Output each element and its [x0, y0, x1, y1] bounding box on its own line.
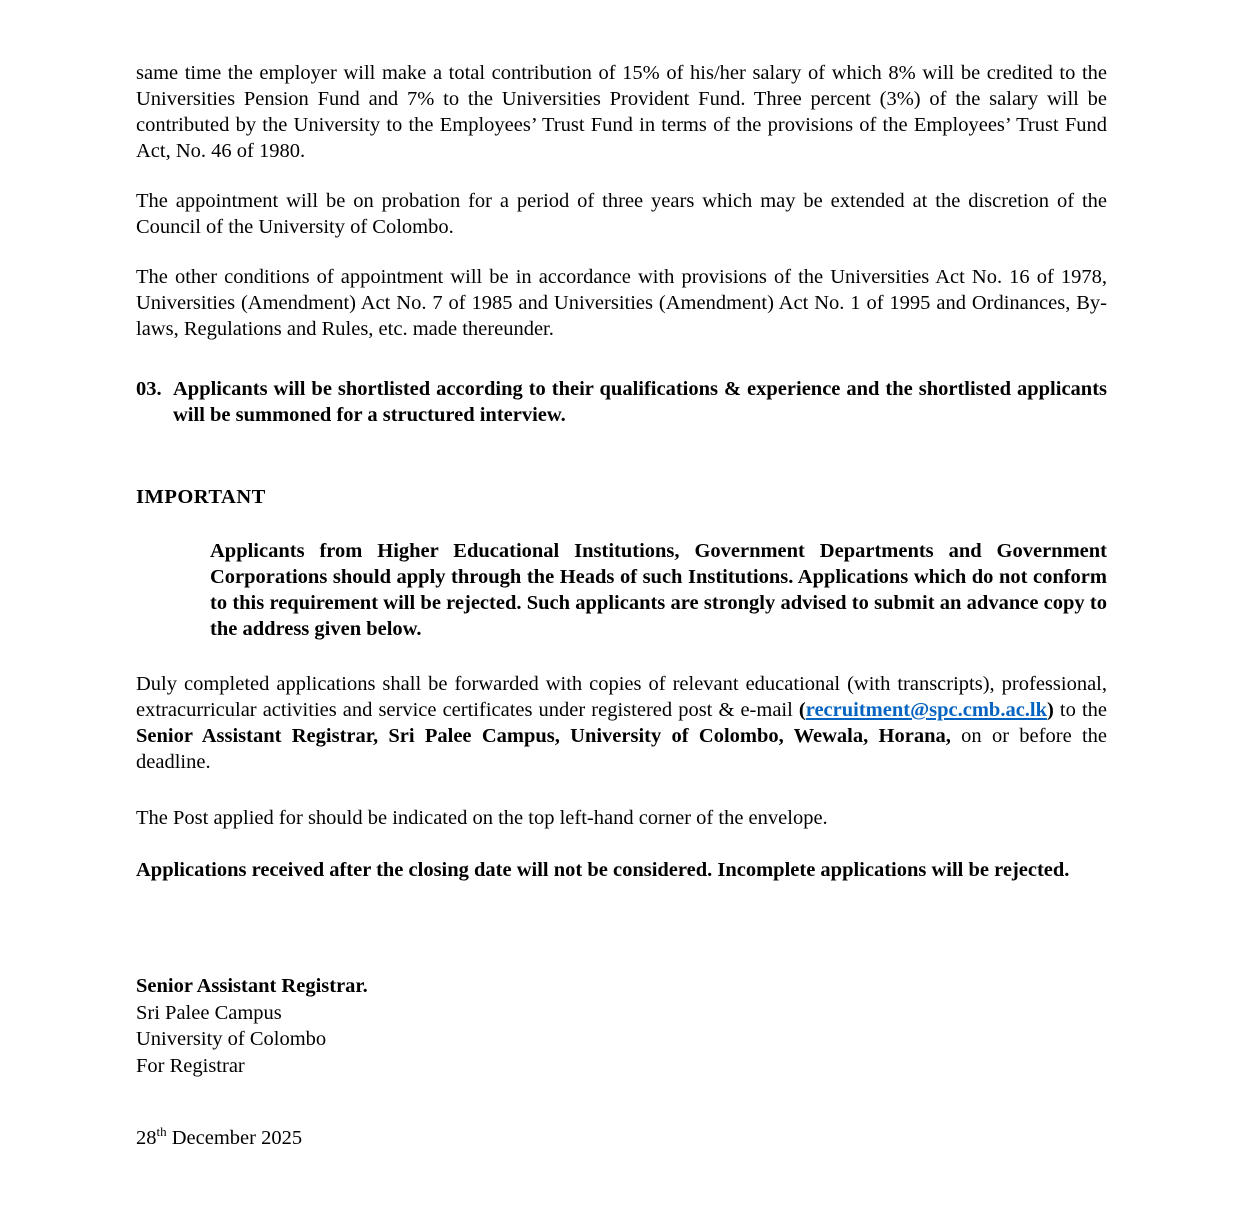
paragraph-submission: Duly completed applications shall be forwarded with copies of relevant educational (with transcripts), professional, extracurricular activities and service certificates under registered post & e-mail (recruitment@spc.cmb.ac.lk) to the Senior Assistant Registrar, Sri Palee Campus, University of Colombo, Wewala, Horana, on or before the deadline. [136, 673, 1107, 773]
important-notice: Applicants from Higher Educational Institutions, Government Departments and Government Corporations should apply through the Heads of such Institutions. Applications which do not conform to this requirement will be rejected. Such applicants are strongly advised to submit an advance copy to the address given below. [210, 540, 1107, 640]
list-item-number: 03. [136, 378, 162, 400]
paragraph-closing-notice: Applications received after the closing date will not be considered. Incomplete applications will be rejected. [136, 859, 1070, 881]
date-line: 28th December 2025 [136, 1124, 303, 1149]
ordinal-superscript: th [156, 1124, 167, 1140]
signature-university: University of Colombo [136, 1028, 327, 1050]
email-link[interactable]: recruitment@spc.cmb.ac.lk [805, 699, 1048, 721]
paragraph-conditions: The other conditions of appointment will be in accordance with provisions of the Universities Act No. 16 of 1978, Universities (Amendment) Act No. 7 of 1985 and Universities (Amendment) Act No. 1 of 1995 and Ordinances, By-laws, Regulations and Rules, etc. made thereunder. [136, 266, 1107, 340]
signature-title: Senior Assistant Registrar. [136, 975, 368, 997]
signature-for-registrar: For Registrar [136, 1054, 245, 1077]
paragraph-envelope-note: The Post applied for should be indicated on the top left-hand corner of the envelope. [136, 807, 828, 829]
list-item-text: Applicants will be shortlisted according to their qualifications & experience and the shortlisted applicants will be summoned for a structured interview. [173, 378, 1107, 426]
important-heading: IMPORTANT [136, 486, 266, 508]
paragraph-contribution: same time the employer will make a total contribution of 15% of his/her salary of which 8% will be credited to the Universities Pension Fund and 7% to the Universities Provident Fund. Three percent (3%) of the salary will be contributed by the University to the Employees’ Trust Fund in terms of the provisions of the Employees’ Trust Fund Act, No. 46 of 1980. [136, 62, 1107, 162]
list-item-03 [136, 376, 1107, 428]
signature-campus: Sri Palee Campus [136, 1001, 282, 1024]
paragraph-probation: The appointment will be on probation for a period of three years which may be extended at the discretion of the Council of the University of Colombo. [136, 190, 1107, 238]
signature-block [136, 973, 1107, 1079]
